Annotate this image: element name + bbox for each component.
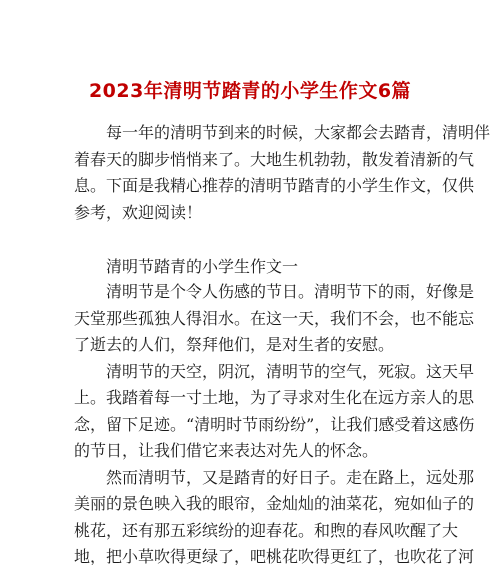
essay-heading-block (74, 254, 454, 281)
text-line: 着春天的脚步悄悄来了。大地生机勃勃，散发着清新的气 (74, 149, 475, 169)
text-line: 地，把小草吹得更绿了，吧桃花吹得更红了，也吹花了河 (74, 547, 475, 565)
intro-paragraph (74, 120, 491, 226)
text-line: 然而清明节，又是踏青的好日子。走在路上，远处那 (106, 467, 475, 487)
document-title: 2023年清明节踏青的小学生作文6篇 (88, 80, 412, 102)
text-line: 每一年的清明节到来的时候，大家都会去踏青，清明伴 (106, 123, 491, 142)
text-line: 息。下面是我精心推荐的清明节踏青的小学生作文，仅供 (74, 176, 475, 195)
essay-body (74, 279, 475, 565)
text-line: 美丽的景色映入我的眼帘，金灿灿的油菜花，宛如仙子的 (74, 494, 475, 513)
text-line: 了逝去的人们，祭拜他们，是对生者的安慰。 (74, 335, 395, 354)
text-line: 参考，欢迎阅读！ (74, 202, 203, 222)
text-line: 念，留下足迹。“清明时节雨纷纷”，让我们感受着这感伤 (74, 414, 475, 434)
essay-heading: 清明节踏青的小学生作文一 (106, 257, 299, 276)
text-line: 桃花，还有那五彩缤纷的迎春花。和煦的春风吹醒了大 (74, 520, 459, 540)
text-line: 清明节的天空，阴沉，清明节的空气，死寂。这天早 (106, 361, 475, 381)
text-line: 清明节是个令人伤感的节日。清明节下的雨，好像是 (106, 282, 475, 301)
text-line: 天堂那些孤独人得泪水。在这一天，我们不会，也不能忘 (74, 308, 475, 328)
text-line: 上。我踏着每一寸土地，为了寻求对生化在远方亲人的思 (74, 388, 475, 407)
text-line: 的节日，让我们借它来表达对先人的怀念。 (74, 441, 379, 460)
